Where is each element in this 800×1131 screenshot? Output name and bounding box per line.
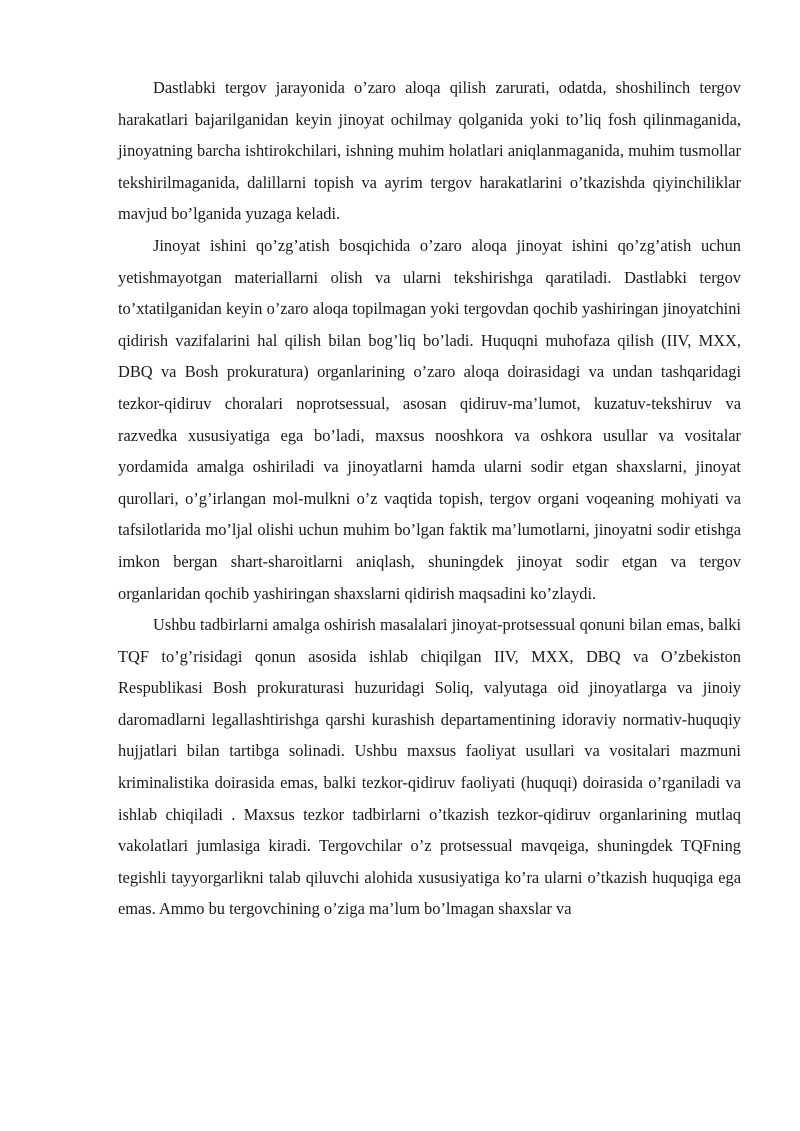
document-page — [118, 72, 741, 925]
paragraph-1: Dastlabki tergov jarayonida o’zaro aloqa qilish zarurati, odatda, shoshilinch tergov harakatlari bajarilganidan keyin jinoyat ochilmay qolganida yoki to’liq fosh qilinmaganida, jinoyatning barcha ishtirokchilari, ishning muhim holatlari aniqlanmaganida, muhim tusmollar tekshirilmaganida, dalillarni topish va ayrim tergov harakatlarini o’tkazishda qiyinchiliklar mavjud bo’lganida yuzaga keladi. — [118, 78, 741, 224]
paragraph-2: Jinoyat ishini qo’zg’atish bosqichida o’zaro aloqa jinoyat ishini qo’zg’atish uchun yetishmayotgan materiallarni olish va ularni tekshirishga qaratiladi. Dastlabki tergov to’xtatilganidan keyin o’zaro aloqa topilmagan yoki tergovdan qochib yashiringan jinoyatchini qidirish vazifalarini hal qilish bilan bog’liq bo’ladi. Huquqni muhofaza qilish (IIV, MXX, DBQ va Bosh prokuratura) organlarining o’zaro aloqa doirasidagi va undan tashqaridagi tezkor-qidiruv choralari noprotsessual, asosan qidiruv-ma’lumot, kuzatuv-tekshiruv va razvedka xususiyatiga ega bo’ladi, maxsus nooshkora va oshkora usullar va vositalar yordamida amalga oshiriladi va jinoyatlarni hamda ularni sodir etgan shaxslarni, jinoyat qurollari, o’g’irlangan mol-mulkni o’z vaqtida topish, tergov organi voqeaning mohiyati va tafsilotlarida mo’ljal olishi uchun muhim bo’lgan faktik ma’lumotlarni, jinoyatni sodir etishga imkon bergan shart-sharoitlarni aniqlash, shuningdek jinoyat sodir etgan va tergov organlaridan qochib yashiringan shaxslarni qidirish maqsadini ko’zlaydi. — [118, 235, 741, 603]
paragraph-3: Ushbu tadbirlarni amalga oshirish masalalari jinoyat-protsessual qonuni bilan emas, balki TQF to’g’risidagi qonun asosida ishlab chiqilgan IIV, MXX, DBQ va O’zbekiston Respublikasi Bosh prokuraturasi huzuridagi Soliq, valyutaga oid jinoyatlarga va jinoiy daromadlarni legallashtirishga qarshi kurashish departamentining idoraviy normativ-huquqiy hujjatlari bilan tartibga solinadi. Ushbu maxsus faoliyat usullari va vositalari mazmuni kriminalistika doirasida emas, balki tezkor-qidiruv faoliyati (huquqi) doirasida o’rganiladi va ishlab chiqiladi . Maxsus tezkor tadbirlarni o’tkazish tezkor-qidiruv organlarining mutlaq vakolatlari jumlasiga kiradi. Tergovchilar o’z protsessual mavqeiga, shuningdek TQFning tegishli tayyorgarlikni talab qiluvchi alohida xususiyatiga ko’ra ularni o’tkazish huquqiga ega emas. Ammo bu tergovchining o’ziga ma’lum bo’lmagan shaxslar va — [118, 615, 741, 919]
